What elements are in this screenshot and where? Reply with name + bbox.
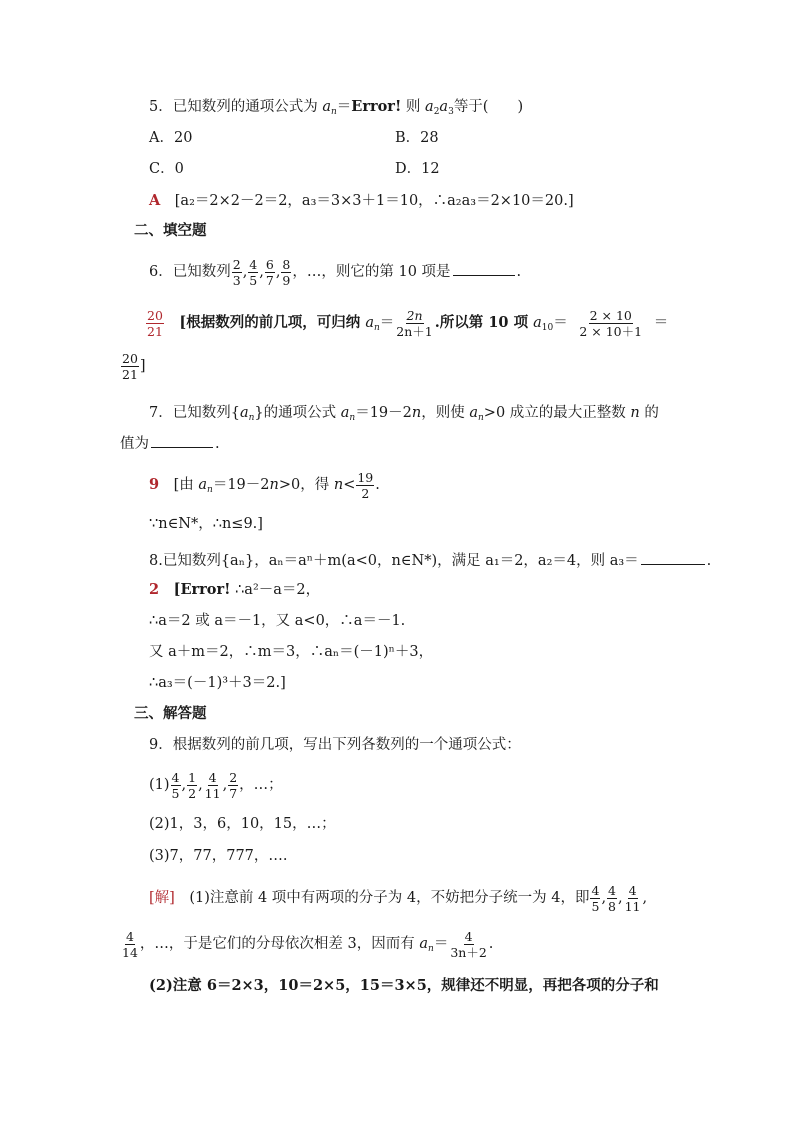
var-a10: a — [533, 315, 542, 331]
q6-solution-end — [120, 349, 146, 383]
q7-sol-text-3: >0，得 — [278, 477, 334, 493]
sub-n: n — [207, 485, 213, 495]
numerator: 2n — [406, 307, 423, 323]
denominator: 2 — [188, 785, 197, 801]
q7-sol-text-2: ＝19－2 — [212, 477, 270, 493]
answer-blank — [641, 550, 705, 565]
part-label: (1) — [149, 777, 170, 793]
var-n: n — [411, 405, 422, 421]
var-a: a — [322, 99, 331, 115]
answer-blank — [453, 261, 515, 276]
numerator: 20 — [122, 350, 138, 366]
eq-sign: ＝ — [433, 936, 449, 952]
q9-solution-line3: (2)注意 6＝2×3，10＝2×5，15＝3×5，规律还不明显，再把各项的分子和 — [149, 977, 659, 994]
numerator: 4 — [171, 769, 180, 785]
q6-stem-text: 6．已知数列 — [149, 264, 231, 280]
q5-stem — [149, 97, 523, 122]
denominator: 5 — [591, 898, 600, 914]
var-n: n — [630, 405, 640, 421]
q6-answer-fraction — [146, 308, 164, 339]
q9-sol-text-2: ，…，于是它们的分母依次相差 3，因而有 — [139, 936, 420, 952]
section-fill-blank: 二、填空题 — [134, 222, 207, 239]
q9-solution-line2 — [120, 926, 493, 967]
fraction — [281, 257, 291, 288]
numerator: 4 — [591, 882, 600, 898]
q5-option-b: B．28 — [395, 130, 439, 146]
fraction — [356, 470, 374, 501]
q6-stem-text-2: ，…，则它的第 10 项是 — [292, 264, 451, 280]
error-text: Error! — [351, 98, 402, 115]
q7-text-4: ，则使 — [421, 405, 470, 421]
numerator: 4 — [608, 882, 616, 898]
var-n: n — [269, 477, 279, 493]
result-fraction — [121, 351, 139, 382]
denominator: 9 — [282, 272, 291, 288]
fraction — [204, 770, 222, 801]
answer-blank — [151, 433, 213, 448]
sub-10: 10 — [541, 323, 554, 333]
q5-stem-text-3: 等于( ) — [453, 99, 524, 115]
period: . — [215, 436, 220, 452]
denominator: 21 — [147, 323, 163, 339]
q9-solution-line1: [解] (1)注意前 4 项中有两项的分子为 4，不妨把分子统一为 4，即 $\frac{4}{5}$ , $\frac{4}{8}$ , $\frac{4}{11}$ , — [149, 882, 648, 914]
denominator: 21 — [122, 366, 138, 382]
sub-n: n — [349, 413, 356, 423]
var-a3: a — [439, 99, 449, 115]
q9-sol-text: (1)注意前 4 项中有两项的分子为 4，不妨把分子统一为 4，即 — [174, 890, 590, 906]
denominator: 5 — [249, 272, 258, 288]
section-answer: 三、解答题 — [134, 705, 207, 722]
fraction — [248, 257, 258, 288]
q7-text-3: ＝19－2 — [355, 405, 412, 421]
numerator: 4 — [464, 928, 473, 944]
general-term-fraction — [395, 308, 433, 339]
general-term-fraction — [449, 929, 487, 960]
q6-solution — [145, 306, 668, 345]
sub-n: n — [331, 107, 337, 117]
q7-text-5: >0 成立的最大正整数 — [483, 405, 631, 421]
var-a: a — [469, 405, 478, 421]
denominator: 14 — [122, 944, 138, 960]
q8-answer: 2 — [149, 581, 160, 598]
q8-solution-line4: ∴a₃＝(－1)³＋3＝2.] — [149, 675, 286, 691]
denominator: 11 — [204, 785, 221, 801]
denominator: 7 — [229, 785, 238, 801]
numerator: 6 — [265, 256, 274, 272]
q9-part3: (3)7，77，777，…. — [149, 848, 288, 864]
period: . — [516, 264, 522, 280]
numerator: 4 — [249, 256, 258, 272]
close-bracket: ] — [139, 358, 146, 374]
period: . — [488, 936, 494, 952]
error-text: [Error! — [173, 581, 231, 598]
q7-sol-text: [由 — [173, 477, 199, 493]
q5-stem-text: 5．已知数列的通项公式为 — [149, 99, 323, 115]
numerator: 8 — [282, 256, 291, 272]
q6-solution-text-2: .所以第 10 项 — [434, 314, 534, 331]
sub-n: n — [373, 323, 380, 333]
fraction — [624, 883, 642, 914]
q8-sol-text: ∴a²－a＝2， — [230, 582, 321, 598]
q9-part1-text: ，…； — [239, 777, 283, 793]
var-a: a — [239, 405, 249, 421]
denominator: 2n＋1 — [396, 323, 433, 339]
eq-sign: ＝ — [553, 315, 568, 331]
fraction — [265, 257, 275, 288]
eq-sign: ＝ — [336, 99, 352, 115]
q5-stem-text-2: 则 — [401, 99, 426, 115]
fraction — [121, 929, 139, 960]
sub-n: n — [428, 944, 434, 954]
tenth-term-fraction — [569, 308, 653, 339]
less-than: < — [343, 477, 356, 493]
eq-sign: ＝ — [379, 315, 395, 331]
denominator: 8 — [608, 898, 616, 914]
sub-n: n — [478, 413, 484, 423]
q8-solution-line2: ∴a＝2 或 a＝－1，又 a<0，∴a＝－1. — [149, 613, 406, 629]
numerator: 20 — [147, 307, 163, 323]
q8-solution-line3: 又 a＋m＝2，∴m＝3，∴aₙ＝(－1)ⁿ＋3， — [149, 644, 434, 660]
denominator: 3n＋2 — [450, 944, 487, 960]
numerator: 4 — [208, 769, 217, 785]
numerator: 2 — [229, 769, 238, 785]
sub-2: 2 — [433, 107, 440, 117]
q7-text-7: 值为 — [120, 436, 149, 452]
q7-solution — [149, 466, 380, 509]
q9-stem: 9．根据数列的前几项，写出下列各数列的一个通项公式： — [149, 737, 521, 753]
var-a: a — [419, 936, 429, 952]
sub-3: 3 — [448, 107, 454, 117]
q5-solution — [149, 191, 574, 211]
period: . — [375, 477, 380, 493]
q7-stem-line1 — [149, 403, 659, 428]
solution-label: [解] — [149, 890, 175, 906]
fraction — [590, 883, 600, 914]
fraction — [232, 257, 242, 288]
q5-option-c: C．0 — [149, 161, 184, 177]
denominator: 7 — [265, 272, 274, 288]
q5-option-a: A．20 — [149, 130, 193, 146]
numerator: 2 — [232, 256, 241, 272]
denominator: 3 — [232, 272, 241, 288]
period: . — [706, 553, 712, 569]
q9-part2: (2)1，3，6，10，15，…； — [149, 816, 336, 832]
numerator: 19 — [357, 469, 374, 485]
denominator: 2 × 10＋1 — [579, 323, 643, 339]
q8-stem-text: 8.已知数列{aₙ}，aₙ＝aⁿ＋m(a<0，n∈N*)，满足 a₁＝2，a₂＝4，则 a₃＝ — [149, 553, 639, 569]
numerator: 2 × 10 — [589, 307, 632, 323]
denominator: 11 — [624, 898, 641, 914]
q8-stem — [149, 550, 711, 571]
var-a2: a — [425, 99, 434, 115]
q5-option-d: D．12 — [395, 161, 440, 177]
q7-stem-line2 — [120, 433, 220, 454]
numerator: 4 — [125, 928, 134, 944]
var-a: a — [365, 315, 374, 331]
var-a: a — [198, 477, 208, 493]
q7-text-2: }的通项公式 — [254, 405, 341, 421]
numerator: 4 — [628, 882, 637, 898]
q6-stem: 6．已知数列 $\frac{2}{3}$ , $\frac{4}{5}$ , $\frac{6}{7}$ , $\frac{8}{9}$ ，…，则它的第 10 项是 . — [149, 256, 522, 288]
denominator: 5 — [171, 785, 180, 801]
fraction — [187, 770, 197, 801]
numerator: 1 — [188, 769, 197, 785]
q9-part1: (1) $\frac{4}{5}$ , $\frac{1}{2}$ , $\frac{4}{11}$ , $\frac{2}{7}$ ，…； — [149, 769, 283, 801]
fraction — [607, 883, 617, 914]
q7-text-6: 的 — [639, 405, 659, 421]
var-n: n — [333, 477, 344, 493]
sub-n: n — [248, 413, 255, 423]
fraction — [228, 770, 238, 801]
q6-solution-text: [根据数列的前几项，可归纳 — [179, 314, 366, 331]
q8-solution-line1 — [149, 580, 320, 600]
eq-sign: ＝ — [653, 315, 669, 331]
q7-solution-line2: ∵n∈N*，∴n≤9.] — [149, 516, 263, 532]
q7-answer: 9 — [149, 476, 160, 493]
q5-answer: A — [149, 192, 161, 209]
q5-solution-text: [a₂＝2×2－2＝2，a₃＝3×3＋1＝10，∴a₂a₃＝2×10＝20.] — [174, 193, 574, 209]
var-a: a — [340, 405, 350, 421]
fraction — [171, 770, 181, 801]
q7-text: 7．已知数列{ — [149, 405, 240, 421]
denominator: 2 — [361, 485, 370, 501]
